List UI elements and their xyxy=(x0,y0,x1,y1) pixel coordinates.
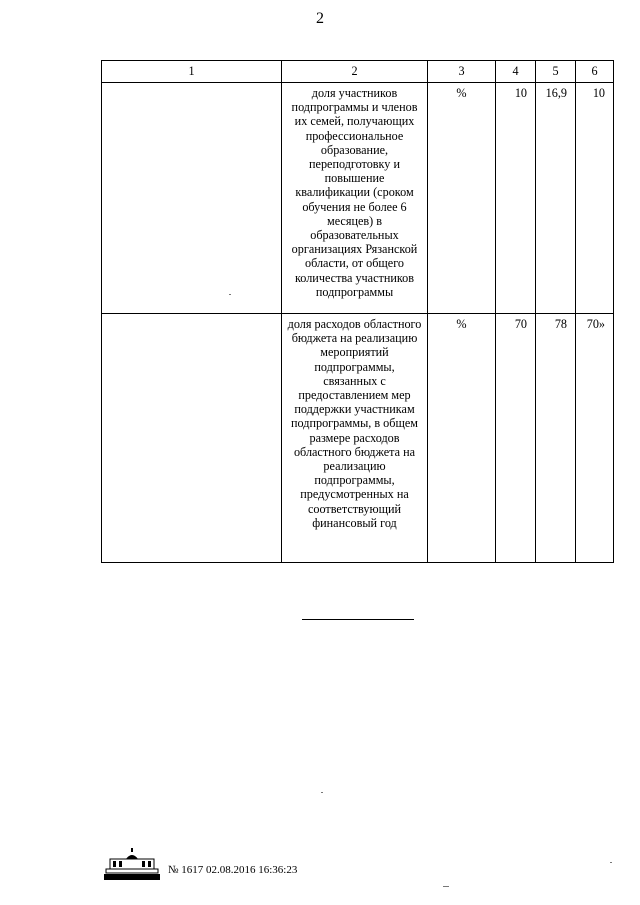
value-cell-col5: 16,9 xyxy=(536,83,576,314)
value-cell-col6: 70» xyxy=(576,314,614,563)
value-cell-col6: 10 xyxy=(576,83,614,314)
page-number: 2 xyxy=(316,10,324,27)
table-header-row xyxy=(102,61,614,83)
header-cell: 2 xyxy=(282,61,428,83)
end-divider-line xyxy=(302,619,414,620)
government-building-icon xyxy=(104,848,160,882)
header-cell: 5 xyxy=(536,61,576,83)
scan-speck xyxy=(321,792,323,793)
value-cell-col4: 10 xyxy=(496,83,536,314)
row-col1-cell xyxy=(102,83,282,314)
table-row xyxy=(102,314,614,563)
document-registration-number: № 1617 02.08.2016 16:36:23 xyxy=(168,864,298,876)
unit-cell: % xyxy=(428,314,496,563)
value-cell-col5: 78 xyxy=(536,314,576,563)
indicator-name-cell: доля расходов областного бюджета на реализацию мероприятий подпрограммы, связанных с предоставлением мер поддержки участникам подпрограммы, в общем размере расходов областного бюджета на реализацию подпрограммы, предусмотренных на соответствующий финансовый год xyxy=(282,314,428,563)
value-cell-col4: 70 xyxy=(496,314,536,563)
scan-speck xyxy=(610,862,612,863)
footer-stamp xyxy=(104,848,504,888)
scan-speck xyxy=(443,886,449,887)
indicators-table xyxy=(101,60,614,563)
header-cell: 4 xyxy=(496,61,536,83)
header-cell: 1 xyxy=(102,61,282,83)
table-row xyxy=(102,83,614,314)
row-col1-cell xyxy=(102,314,282,563)
header-cell: 3 xyxy=(428,61,496,83)
header-cell: 6 xyxy=(576,61,614,83)
indicator-name-cell: доля участников подпрограммы и членов их семей, получающих профессиональное образование, переподготовку и повышение квалификации (сроком обучения не более 6 месяцев) в образовательных организациях Рязанской области, от общего количества участников подпрограммы xyxy=(282,83,428,314)
unit-cell: % xyxy=(428,83,496,314)
scan-speck xyxy=(229,294,231,295)
